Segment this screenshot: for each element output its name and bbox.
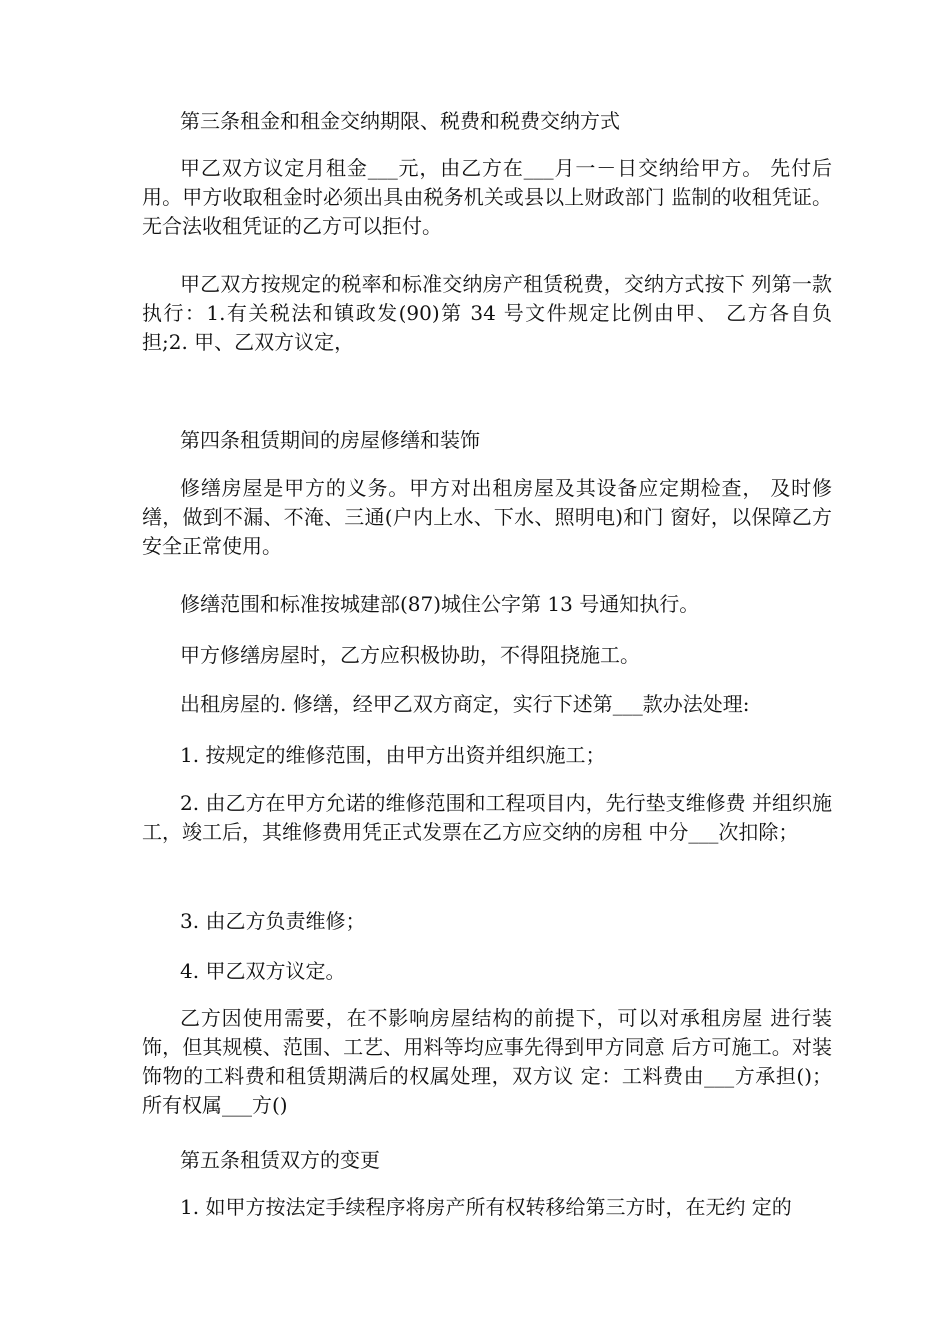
repair-cooperation-paragraph: 甲方修缮房屋时，乙方应积极协助，不得阻挠施工。 xyxy=(180,643,640,667)
repair-option-1: 1. 按规定的维修范围，由甲方出资并组织施工； xyxy=(180,743,606,767)
repair-obligation-paragraph: 修缮房屋是甲方的义务。甲方对出租房屋及其设备应定期检查， 及时修缮，做到不漏、不淹、三通(户内上水、下水、照明电)和门 窗好，以保障乙方安全正常使用。 xyxy=(142,476,832,558)
article-3-heading: 第三条租金和租金交纳期限、税费和税费交纳方式 xyxy=(180,109,620,133)
ownership-transfer-paragraph: 1. 如甲方按法定手续程序将房产所有权转移给第三方时，在无约 定的 xyxy=(180,1195,792,1219)
repair-scope-paragraph: 修缮范围和标准按城建部(87)城住公字第 13 号通知执行。 xyxy=(180,592,700,616)
repair-option-3: 3. 由乙方负责维修； xyxy=(180,909,366,933)
rent-amount-paragraph: 甲乙双方议定月租金___元，由乙方在___月一－日交纳给甲方。 先付后用。甲方收取租金时必须出具由税务机关或县以上财政部门 监制的收租凭证。无合法收租凭证的乙方可以拒付。 xyxy=(142,156,832,238)
repair-option-4: 4. 甲乙双方议定。 xyxy=(180,959,346,983)
article-5-heading: 第五条租赁双方的变更 xyxy=(180,1148,380,1172)
repair-method-paragraph: 出租房屋的. 修缮，经甲乙双方商定，实行下述第___款办法处理: xyxy=(180,692,750,716)
article-4-heading: 第四条租赁期间的房屋修缮和装饰 xyxy=(180,428,480,452)
decoration-paragraph: 乙方因使用需要，在不影响房屋结构的前提下，可以对承租房屋 进行装饰，但其规模、范围、工艺、用料等均应事先得到甲方同意 后方可施工。对装饰物的工料费和租赁期满后的权属处理，双方议 定：工料费由___方承担()；所有权属___方() xyxy=(142,1006,832,1117)
repair-option-2: 2. 由乙方在甲方允诺的维修范围和工程项目内，先行垫支维修费 并组织施工，竣工后，其维修费用凭正式发票在乙方应交纳的房租 中分___次扣除； xyxy=(142,791,832,844)
tax-payment-paragraph: 甲乙双方按规定的税率和标准交纳房产租赁税费，交纳方式按下 列第一款执行：1.有关税法和镇政发(90)第 34 号文件规定比例由甲、 乙方各自负担;2. 甲、乙双方议定， xyxy=(142,272,832,354)
